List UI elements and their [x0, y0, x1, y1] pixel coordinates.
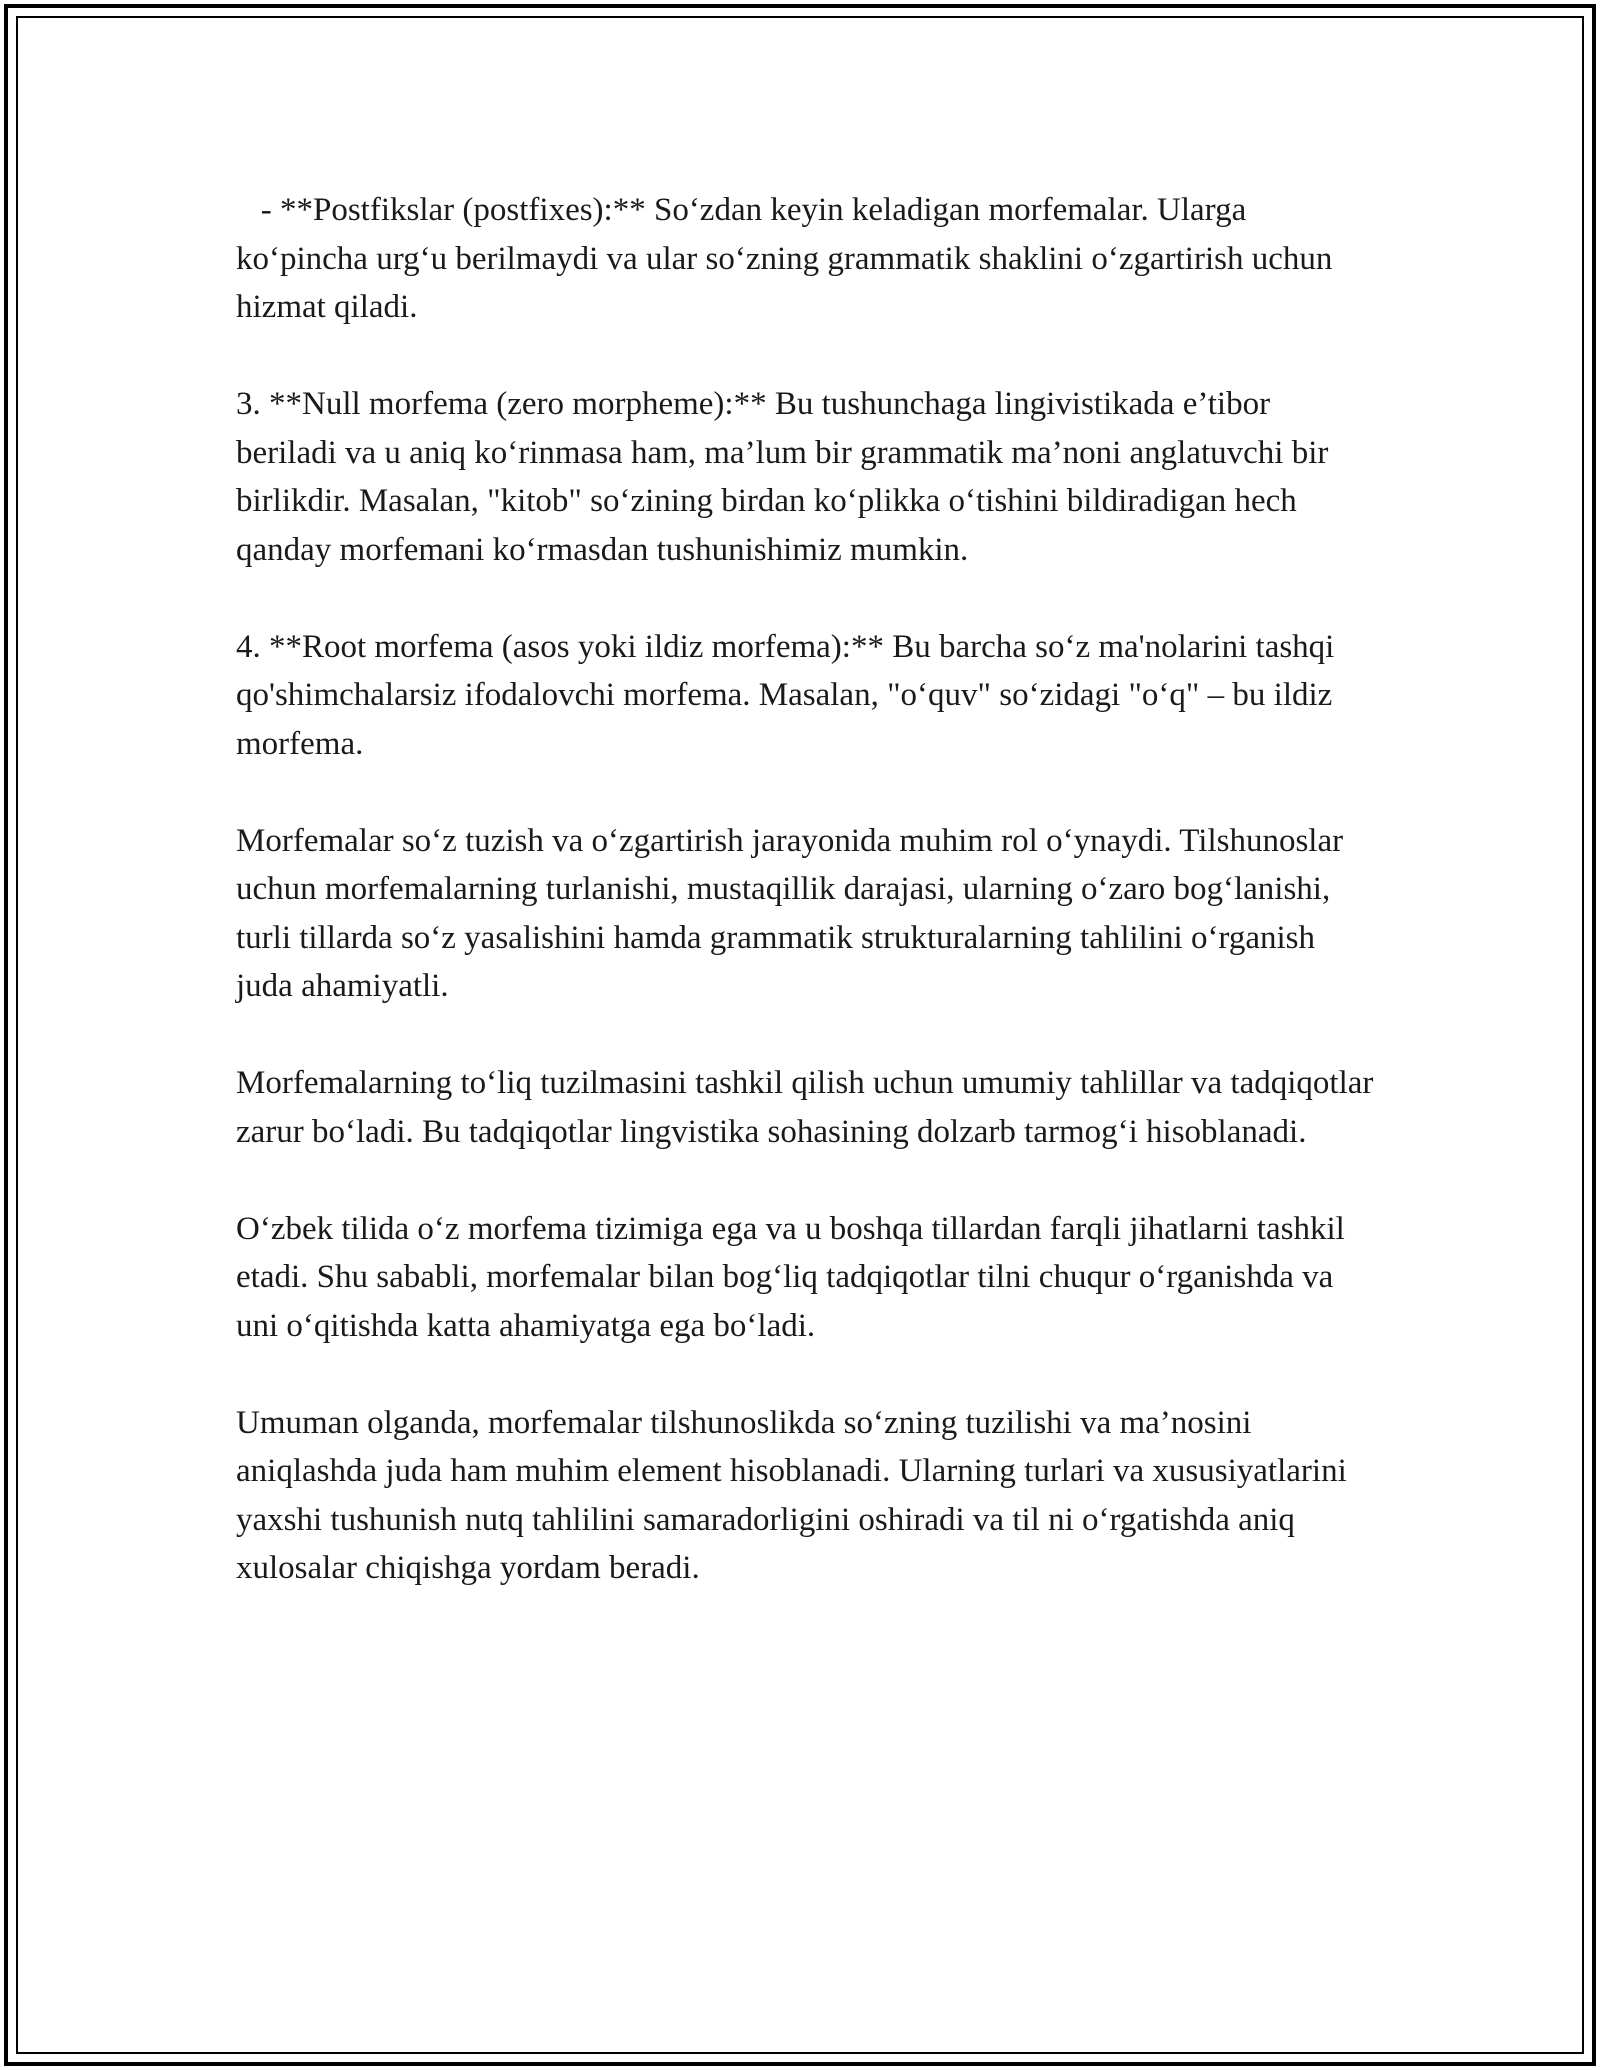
- paragraph-conclusion: Umuman olganda, morfemalar tilshunoslikda so‘zning tuzilishi va ma’nosini aniqlashda juda ham muhim element hisoblanadi. Ularning turlari va xususiyatlarini yaxshi tushunish nutq tahlilini samaradorligini oshiradi va til ni o‘rgatishda aniq xulosalar chiqishga yordam beradi.: [236, 1404, 1355, 1586]
- paragraph-root-morpheme: 4. **Root morfema (asos yoki ildiz morfema):** Bu barcha so‘z ma'nolarini tashqi qo'shimchalarsiz ifodalovchi morfema. Masalan, "o‘quv" so‘zidagi "o‘q" – bu ildiz morfema.: [236, 628, 1343, 762]
- paragraph-uzbek-morphemes: O‘zbek tilida o‘z morfema tizimiga ega va u boshqa tillardan farqli jihatlarni tashkil etadi. Shu sababli, morfemalar bilan bog‘liq tadqiqotlar tilni chuqur o‘rganishda va uni o‘qitishda katta ahamiyatga ega bo‘ladi.: [236, 1210, 1354, 1344]
- paragraph-morpheme-research: Morfemalarning to‘liq tuzilmasini tashkil qilish uchun umumiy tahlillar va tadqiqotlar zarur bo‘ladi. Bu tadqiqotlar lingvistika sohasining dolzarb tarmog‘i hisoblanadi.: [236, 1065, 1382, 1150]
- document-body: [236, 186, 1382, 1593]
- paragraph-morpheme-role: Morfemalar so‘z tuzish va o‘zgartirish jarayonida muhim rol o‘ynaydi. Tilshunoslar uchun morfemalarning turlanishi, mustaqillik darajasi, ularning o‘zaro bog‘lanishi, turli tillarda so‘z yasalishini hamda grammatik strukturalarning tahlilini o‘rganish juda ahamiyatli.: [236, 822, 1352, 1004]
- paragraph-null-morpheme: 3. **Null morfema (zero morpheme):** Bu tushunchaga lingivistikada e’tibor beriladi va u aniq ko‘rinmasa ham, ma’lum bir grammatik ma’noni anglatuvchi bir birlikdir. Masalan, "kitob" so‘zining birdan ko‘plikka o‘tishini bildiradigan hech qanday morfemani ko‘rmasdan tushunishimiz mumkin.: [236, 386, 1337, 568]
- paragraph-postfixes: - **Postfikslar (postfixes):** So‘zdan keyin keladigan morfemalar. Ularga ko‘pincha urg‘u berilmaydi va ular so‘zning grammatik shaklini o‘zgartirish uchun hizmat qiladi.: [236, 192, 1341, 325]
